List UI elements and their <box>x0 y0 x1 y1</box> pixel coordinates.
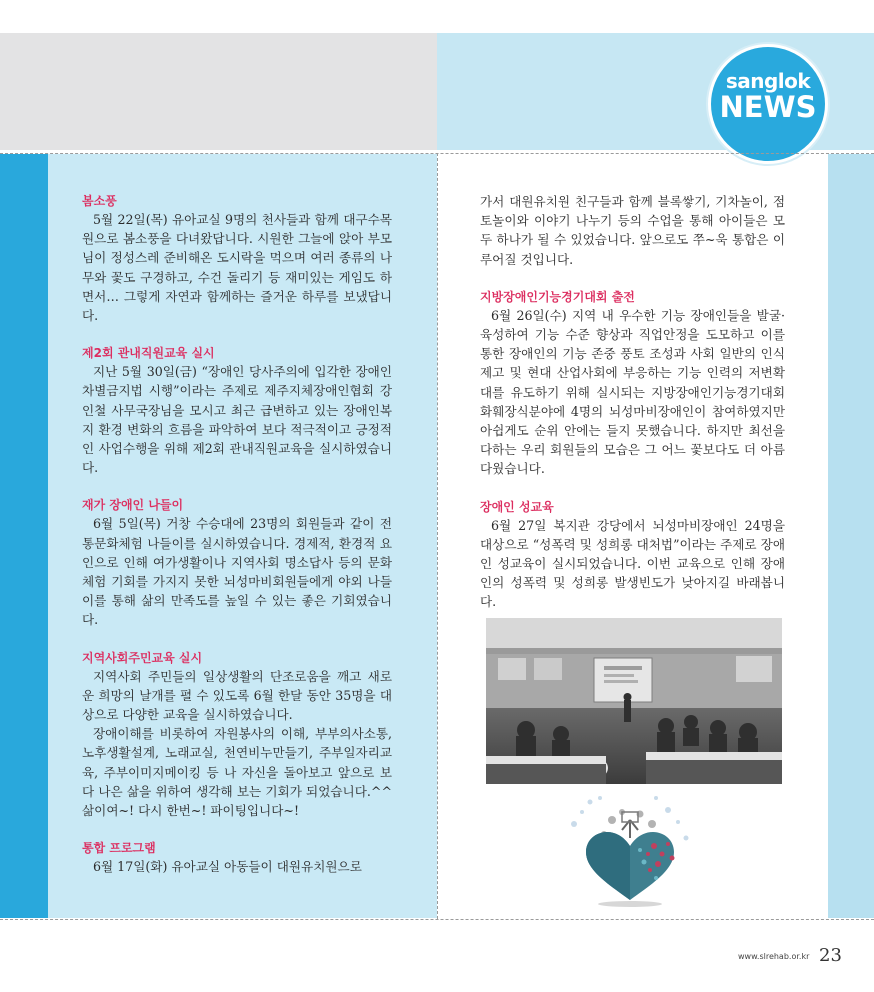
section-body-community-education-1: 지역사회 주민들의 일상생활의 단조로움을 깨고 새로운 희망의 날개를 펼 수 있도록 6월 한달 동안 35명을 대상으로 다양한 교육을 실시하였습니다. <box>82 668 392 723</box>
section-title-community-education: 지역사회주민교육 실시 <box>82 650 203 665</box>
left-article-column <box>82 192 392 876</box>
left-accent-strip <box>0 154 48 918</box>
heart-tree-illustration <box>560 790 700 908</box>
badge-line-1: sanglok <box>725 69 811 93</box>
section-body-community-education-2: 장애이해를 비롯하여 자원봉사의 이해, 부부의사소통, 노후생활설계, 노래교실, 천연비누만들기, 주부일자리교육, 주부이미지메이킹 등 나 자신을 돌아보고 앞으로 보다 나은 삶을 위하여 생각해 보는 기회가 되었습니다.^^ 삶이여~! 다시 한번~! 파이팅입니다~! <box>82 726 392 819</box>
section-body-outing: 6월 5일(목) 거창 수승대에 23명의 회원들과 같이 전통문화체험 나들이를 실시하였습니다. 경제적, 환경적 요인으로 인해 여가생활이나 지역사회 명소답사 등의 문화체험 기회를 가지지 못한 뇌성마비회원들에게 야외 나들이를 통해 삶의 만족도를 높일 수 있는 좋은 기회였습니다. <box>82 516 392 628</box>
footer-website: www.slrehab.or.kr <box>738 952 810 961</box>
header-band-left <box>0 33 437 150</box>
heart-icon <box>560 790 700 908</box>
page-number: 23 <box>819 945 842 966</box>
section-body-skills-competition: 6월 26일(수) 지역 내 우수한 기능 장애인들을 발굴·육성하여 기능 수준 향상과 직업안정을 도모하고 이를 통한 장애인의 기능 존중 풍토 조성과 사회 일반의 인식제고 및 현대 산업사회에 부응하는 기능 인력의 저변확대를 유도하기 위해 실시되는 지방장애인기능경기대회 화훼장식분야에 4명의 뇌성마비장애인이 참여하였지만 아쉽게도 순위 안에는 들지 못했습니다. 하지만 최선을 다하는 우리 회원들의 모습은 그 어느 꽃보다도 더 아름다웠습니다. <box>480 307 785 477</box>
bottom-dashed-divider <box>0 919 874 920</box>
sanglok-news-badge <box>708 44 828 164</box>
section-title-skills-competition: 지방장애인기능경기대회 출전 <box>480 289 635 304</box>
section-body-spring-picnic: 5월 22일(목) 유아교실 9명의 천사들과 함께 대구수목원으로 봄소풍을 다녀왔답니다. 시원한 그늘에 앉아 부모님이 정성스레 준비해온 도시락을 먹으며 여러 종류의 나무와 꽃도 구경하고, 수건 돌리기 등 재미있는 게임도 하면서… 그렇게 자연과 함께하는 즐거운 하루를 보냈답니다. <box>82 212 392 324</box>
section-body-integration-continued: 가서 대원유치원 친구들과 함께 블록쌓기, 기차놀이, 점토놀이와 이야기 나누기 등의 수업을 통해 아이들은 모두 하나가 될 수 있었습니다. 앞으로도 쭈~욱 통합은 이루어질 것입니다. <box>480 194 785 267</box>
section-body-integration-program: 6월 17일(화) 유아교실 아동들이 대원유치원으로 <box>93 859 362 875</box>
section-title-outing: 재가 장애인 나들이 <box>82 498 184 513</box>
center-dashed-divider <box>437 153 438 919</box>
section-title-sex-education: 장애인 성교육 <box>480 499 554 514</box>
lecture-hall-photo <box>486 618 782 784</box>
section-title-spring-picnic: 봄소풍 <box>82 194 117 208</box>
section-body-sex-education: 6월 27일 복지관 강당에서 뇌성마비장애인 24명을 대상으로 “성폭력 및 성희롱 대처법”이라는 주제로 장애인 성교육이 실시되었습니다. 이번 교육으로 인해 장애인의 성폭력 및 성희롱 발생빈도가 낮아지길 바래봅니다. <box>480 517 785 610</box>
section-body-staff-training: 지난 5월 30일(금) “장애인 당사주의에 입각한 장애인차별금지법 시행”이라는 주제로 제주지체장애인협회 강인철 사무국장님을 모시고 최근 급변하고 있는 장애인복지 환경 변화의 흐름을 파악하여 보다 적극적이고 긍정적인 사업수행을 위해 제2회 관내직원교육을 실시하였습니다. <box>82 364 392 476</box>
lecture-hall-illustration <box>486 618 782 784</box>
right-accent-strip <box>828 154 874 918</box>
section-title-staff-training: 제2회 관내직원교육 실시 <box>82 346 215 361</box>
section-title-integration-program: 통합 프로그램 <box>82 841 156 856</box>
right-article-column <box>480 192 785 612</box>
badge-line-2: NEWS <box>719 90 817 124</box>
